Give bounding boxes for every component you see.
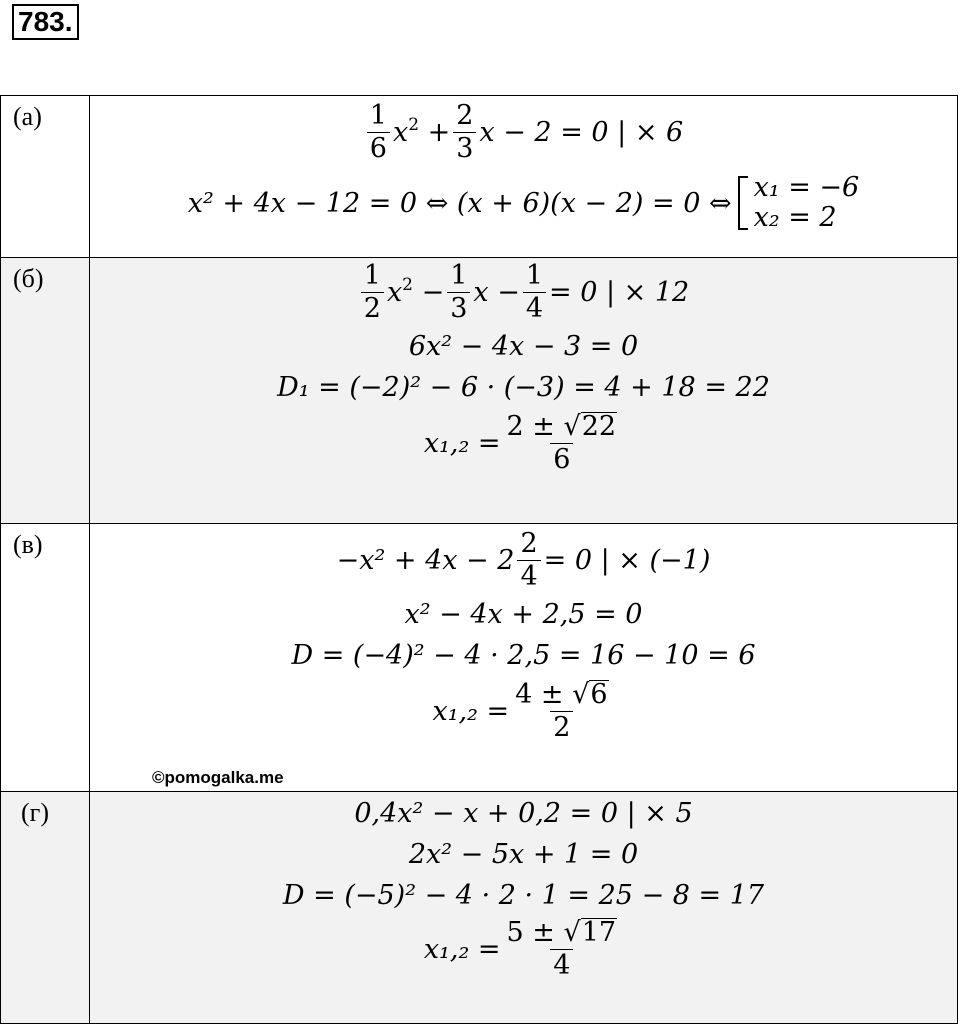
equation-line: $\frac{1}{6}$ $x^2$ + $\frac{2}{3}$ x − 2 = 0 | × 6 bbox=[90, 100, 957, 165]
sqrt-icon: √ bbox=[563, 411, 581, 442]
problem-number: 783. bbox=[12, 4, 79, 40]
roots-system: x₁ = −6 x₂ = 2 bbox=[738, 173, 860, 233]
fraction: $\frac{1}{6}$ bbox=[367, 100, 390, 165]
equation-line: 6x² − 4x − 3 = 0 bbox=[408, 331, 639, 362]
solution-table bbox=[0, 95, 958, 1024]
watermark: ©pomogalka.me bbox=[152, 768, 284, 787]
equation-line: $\frac{1}{2}$ $x^2$ − $\frac{1}{3}$ x − $\frac{1}{4}$ = 0 | × 12 bbox=[90, 260, 957, 325]
row-v bbox=[1, 524, 958, 792]
row-label-g: (г) bbox=[1, 792, 90, 1024]
row-label-v: (в) bbox=[1, 524, 90, 792]
fraction: $\frac{2}{3}$ bbox=[453, 100, 476, 165]
work-cell-a bbox=[90, 96, 958, 258]
equation-line: x₁,₂ = 5 ± √ 17 4 bbox=[423, 917, 617, 981]
row-label-a: (а) bbox=[1, 96, 90, 258]
equation-line: D₁ = (−2)² − 6 · (−3) = 4 + 18 = 22 bbox=[277, 372, 770, 403]
equation-line: D = (−4)² − 4 · 2,5 = 16 − 10 = 6 bbox=[291, 640, 756, 671]
equation-line: −x² + 4x − 2 $\frac{2}{4}$ = 0 | × (−1) bbox=[336, 528, 711, 592]
work-cell-v bbox=[90, 524, 958, 792]
equation-line: 0,4x² − x + 0,2 = 0 | × 5 bbox=[354, 798, 693, 829]
equation-line: x² + 4x − 12 = 0 ⇔ (x + 6)(x − 2) = 0 ⇔ x₁ = −6 x₂ = 2 bbox=[187, 172, 860, 233]
row-g bbox=[1, 792, 958, 1024]
sqrt-icon: √ bbox=[563, 917, 581, 948]
equation-line: 2x² − 5x + 1 = 0 bbox=[408, 839, 639, 870]
work-cell-b bbox=[90, 258, 958, 524]
row-b bbox=[1, 258, 958, 524]
equation-line: x² − 4x + 2,5 = 0 bbox=[404, 599, 643, 630]
equation-line: D = (−5)² − 4 · 2 · 1 = 25 − 8 = 17 bbox=[282, 880, 765, 911]
row-a bbox=[1, 96, 958, 258]
bracket-icon bbox=[738, 176, 748, 230]
work-cell-g bbox=[90, 792, 958, 1024]
equation-line: x₁,₂ = 4 ± √ 6 2 bbox=[432, 679, 608, 743]
sqrt-icon: √ bbox=[572, 679, 590, 710]
row-label-b: (б) bbox=[1, 258, 90, 524]
equation-line: x₁,₂ = 2 ± √ 22 6 bbox=[423, 411, 617, 475]
